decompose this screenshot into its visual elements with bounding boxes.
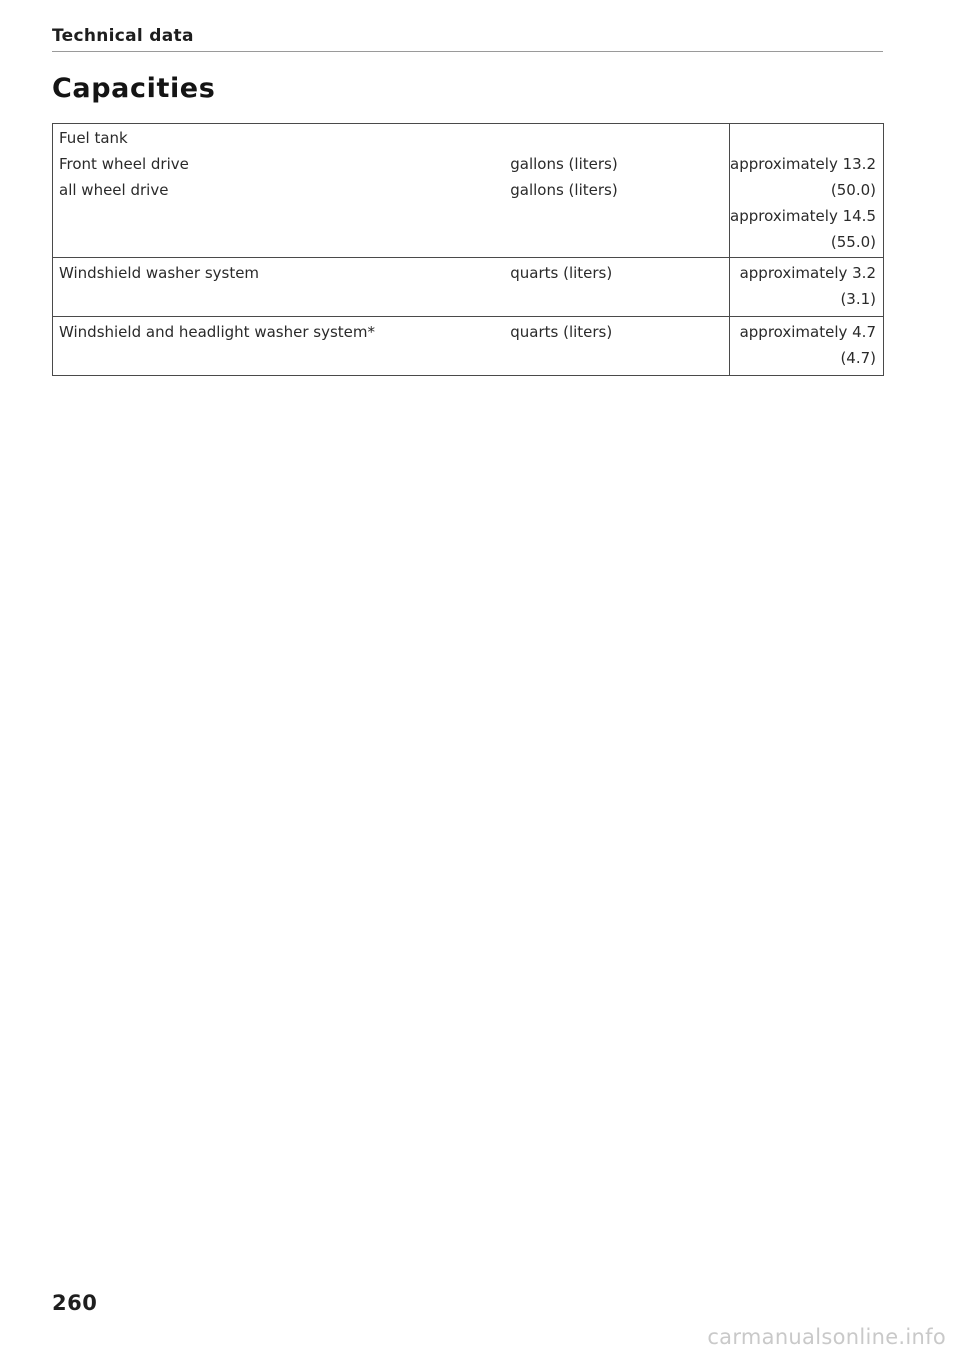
watermark: carmanualsonline.info: [707, 1325, 946, 1349]
running-header: Technical data: [52, 26, 194, 46]
windshield-washer-unit: quarts (liters): [493, 258, 729, 317]
all-wheel-drive-value: approximately 14.5: [730, 207, 876, 225]
table-row-windshield-washer: [53, 258, 884, 317]
front-wheel-drive-value: approximately 13.2: [730, 155, 876, 173]
header-divider: [52, 51, 883, 52]
headlight-washer-value: approximately 4.7 (4.7): [730, 317, 884, 376]
all-wheel-drive-value-liters: (55.0): [830, 233, 876, 251]
front-wheel-drive-unit: gallons (liters): [510, 155, 618, 173]
spacer-line: [510, 125, 729, 151]
front-wheel-drive-value-liters: (50.0): [830, 181, 876, 199]
fuel-tank-value-cell: [730, 124, 884, 258]
windshield-washer-value: approximately 3.2 (3.1): [730, 258, 884, 317]
table-row-fuel-tank: [53, 124, 884, 258]
capacities-table: [52, 123, 884, 376]
table-row-headlight-washer: [53, 317, 884, 376]
page-title: Capacities: [52, 73, 216, 104]
headlight-washer-unit: quarts (liters): [493, 317, 729, 376]
page-number: 260: [52, 1291, 98, 1315]
all-wheel-drive-label: all wheel drive: [59, 181, 169, 199]
headlight-washer-label: Windshield and headlight washer system*: [53, 317, 494, 376]
front-wheel-drive-label: Front wheel drive: [59, 155, 189, 173]
windshield-washer-label: Windshield washer system: [53, 258, 494, 317]
all-wheel-drive-unit: gallons (liters): [510, 181, 618, 199]
fuel-tank-label: Fuel tank: [59, 129, 128, 147]
fuel-tank-description-cell: [53, 124, 494, 258]
fuel-tank-unit-cell: [493, 124, 729, 258]
spacer-line: [730, 125, 876, 151]
